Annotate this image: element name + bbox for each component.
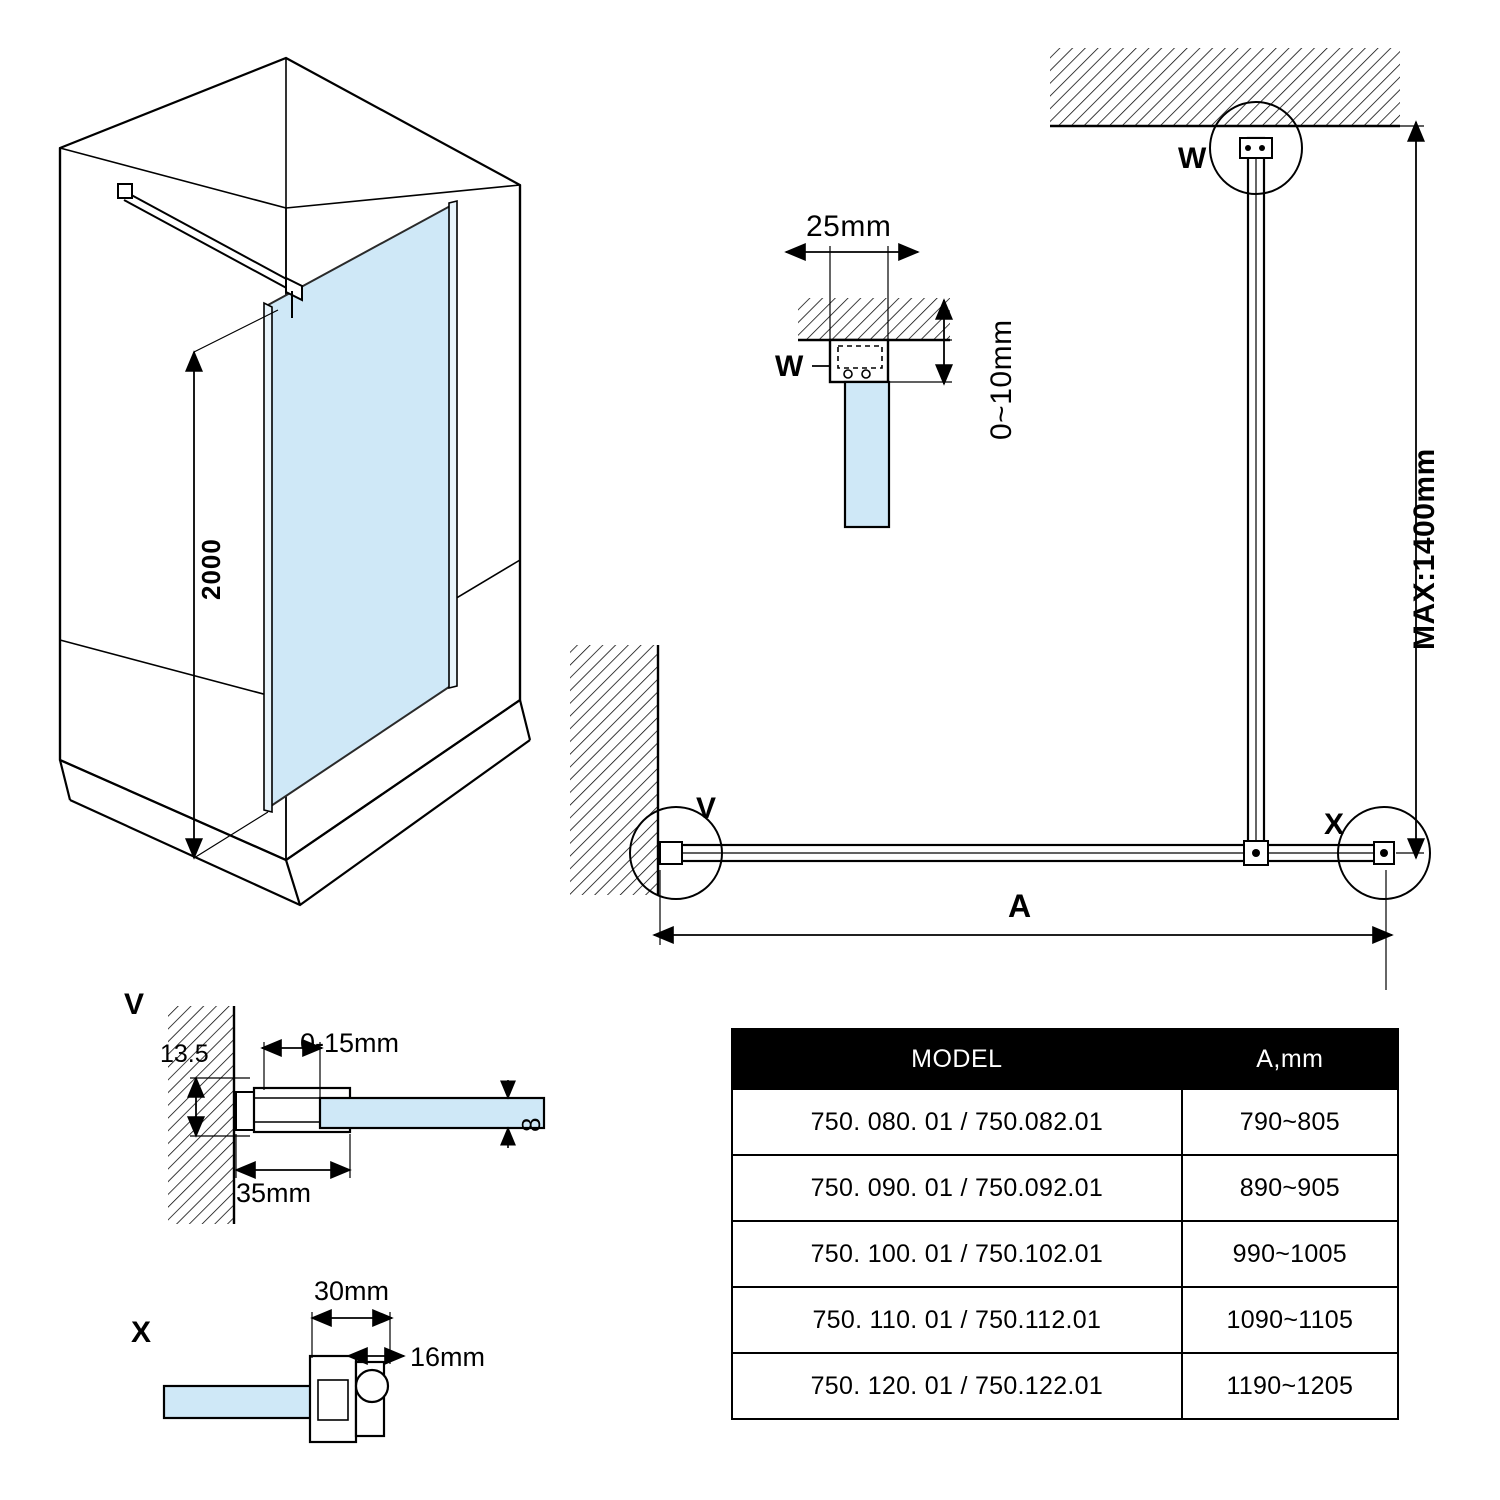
table-cell-a: 1190~1205 bbox=[1182, 1353, 1398, 1419]
table-row bbox=[732, 1089, 1398, 1155]
table-cell-a: 890~905 bbox=[1182, 1155, 1398, 1221]
table-header-a: A,mm bbox=[1182, 1029, 1398, 1089]
detail-v-glass-thickness-label: 8 bbox=[516, 1117, 546, 1132]
callout-v-plan: V bbox=[696, 792, 717, 825]
table-cell-model: 750. 120. 01 / 750.122.01 bbox=[732, 1353, 1182, 1419]
table-header-model: MODEL bbox=[732, 1029, 1182, 1089]
callout-w-detail: W bbox=[775, 350, 804, 383]
table-cell-a: 790~805 bbox=[1182, 1089, 1398, 1155]
plan-dimension-a-label: A bbox=[1008, 888, 1032, 924]
table-row bbox=[732, 1221, 1398, 1287]
detail-x-width-label: 30mm bbox=[314, 1276, 390, 1306]
table-row bbox=[732, 1287, 1398, 1353]
model-spec-table bbox=[731, 1028, 1399, 1420]
table-cell-model: 750. 080. 01 / 750.082.01 bbox=[732, 1089, 1182, 1155]
detail-w-drawing bbox=[786, 246, 952, 527]
detail-v-offset-label: 0-15mm bbox=[300, 1028, 400, 1058]
plan-max-height-label: MAX:1400mm bbox=[1408, 448, 1441, 650]
table-cell-model: 750. 110. 01 / 750.112.01 bbox=[732, 1287, 1182, 1353]
detail-x-drawing bbox=[164, 1312, 404, 1442]
plan-view-drawing bbox=[570, 48, 1430, 990]
iso-height-label: 2000 bbox=[196, 538, 226, 600]
table-cell-model: 750. 100. 01 / 750.102.01 bbox=[732, 1221, 1182, 1287]
detail-x-inner-label: 16mm bbox=[410, 1342, 486, 1372]
detail-v-edge-label: 13.5 bbox=[160, 1040, 209, 1068]
callout-x-plan: X bbox=[1324, 808, 1345, 841]
table-cell-a: 990~1005 bbox=[1182, 1221, 1398, 1287]
table-row bbox=[732, 1353, 1398, 1419]
table-row bbox=[732, 1155, 1398, 1221]
table-cell-model: 750. 090. 01 / 750.092.01 bbox=[732, 1155, 1182, 1221]
callout-w-plan: W bbox=[1178, 142, 1207, 175]
detail-w-width-label: 25mm bbox=[806, 210, 892, 243]
detail-w-gap-label: 0~10mm bbox=[985, 319, 1018, 440]
detail-v-profile-label: 35mm bbox=[236, 1178, 312, 1208]
table-header-row bbox=[732, 1029, 1398, 1089]
callout-v-detail: V bbox=[124, 988, 145, 1021]
callout-x-detail: X bbox=[131, 1316, 152, 1349]
table-cell-a: 1090~1105 bbox=[1182, 1287, 1398, 1353]
